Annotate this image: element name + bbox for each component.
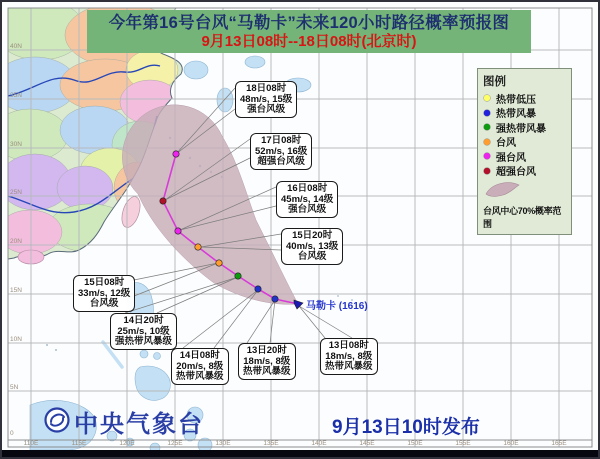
- legend-dot-icon: [483, 123, 491, 131]
- map-title: 今年第16号台风“马勒卡”未来120小时路径概率预报图: [108, 13, 510, 32]
- lat-label: 25N: [10, 189, 22, 196]
- legend-dot-icon: [483, 94, 491, 102]
- point-14d08h: [255, 286, 261, 292]
- legend-item-superty: 超强台风: [483, 164, 566, 179]
- legend-item-ts: 热带风暴: [483, 106, 566, 121]
- lon-label: 150E: [407, 440, 423, 447]
- legend-item-td: 热带低压: [483, 91, 566, 106]
- legend-cone-icon: [483, 178, 523, 198]
- lat-label: 10N: [10, 336, 22, 343]
- agency-name: 中央气象台: [74, 411, 204, 438]
- lon-label: 130E: [215, 440, 231, 447]
- point-18d08h: [173, 151, 179, 157]
- track-label-13d20h: 13日20时 18m/s, 8级 热带风暴级: [238, 343, 296, 380]
- typhoon-name-label: 马勒卡 (1616): [306, 301, 368, 312]
- lon-label: 115E: [71, 440, 87, 447]
- track-label-15d08h: 15日08时 33m/s, 12级 台风级: [73, 275, 135, 312]
- legend-dot-icon: [483, 109, 491, 117]
- lat-label: 35N: [10, 92, 22, 99]
- point-14d20h: [235, 273, 241, 279]
- lon-label: 165E: [551, 440, 567, 447]
- track-label-17d08h: 17日08时 52m/s, 16级 超强台风级: [250, 133, 312, 170]
- point-13d20h: [272, 296, 278, 302]
- issue-time: 9月13日10时发布: [332, 417, 480, 438]
- title-banner: [87, 10, 531, 53]
- lon-label: 120E: [119, 440, 135, 447]
- lat-label: 5N: [10, 384, 19, 391]
- track-label-16d08h: 16日08时 45m/s, 14级 强台风级: [276, 181, 338, 218]
- lon-label: 155E: [455, 440, 471, 447]
- lat-label: 30N: [10, 141, 22, 148]
- lon-label: 110E: [23, 440, 39, 447]
- lat-label: 40N: [10, 43, 22, 50]
- lon-label: 145E: [359, 440, 375, 447]
- point-15d08h: [216, 260, 222, 266]
- point-15d20h: [195, 244, 201, 250]
- lat-label: 15N: [10, 287, 22, 294]
- legend-item-ty: 台风: [483, 135, 566, 150]
- track-label-14d20h: 14日20时 25m/s, 10级 强热带风暴级: [110, 313, 177, 350]
- track-label-18d08h: 18日08时 48m/s, 15级 强台风级: [235, 81, 297, 118]
- legend-item-sty: 强台风: [483, 149, 566, 164]
- lon-label: 135E: [263, 440, 279, 447]
- lon-label: 125E: [167, 440, 183, 447]
- lat-label: 20N: [10, 238, 22, 245]
- legend-title: 图例: [483, 76, 506, 88]
- map-subtitle: 9月13日08时--18日08时(北京时): [201, 32, 417, 50]
- track-label-14d08h: 14日08时 20m/s, 8级 热带风暴级: [171, 348, 229, 385]
- lon-label: 160E: [503, 440, 519, 447]
- point-16d08h: [175, 228, 181, 234]
- legend-cone-label: 台风中心70%概率范围: [483, 206, 562, 229]
- track-label-15d20h: 15日20时 40m/s, 13级 台风级: [281, 228, 343, 265]
- legend-box: [477, 68, 572, 235]
- point-17d08h: [160, 198, 166, 204]
- legend-dot-icon: [483, 152, 491, 160]
- legend-dot-icon: [483, 167, 491, 175]
- legend-item-sts: 强热带风暴: [483, 120, 566, 135]
- lon-label: 140E: [311, 440, 327, 447]
- legend-dot-icon: [483, 138, 491, 146]
- cma-logo-icon: [42, 405, 72, 435]
- track-label-13d08h: 13日08时 18m/s, 8级 热带风暴级: [320, 338, 378, 375]
- lat-label: 0: [10, 430, 14, 437]
